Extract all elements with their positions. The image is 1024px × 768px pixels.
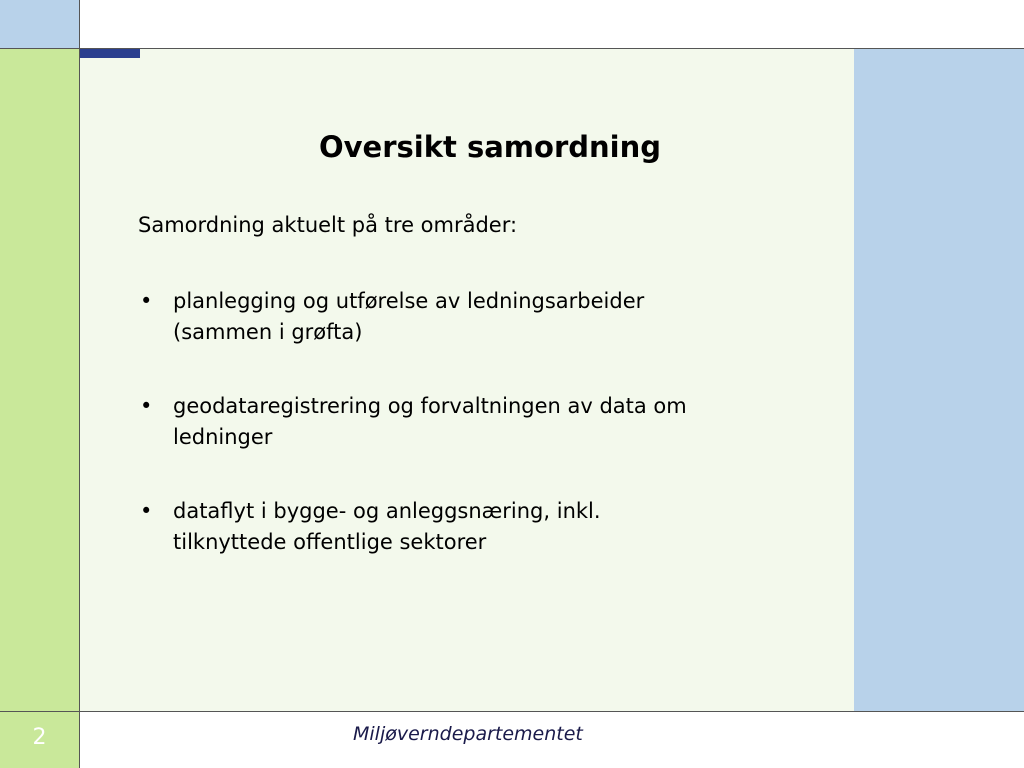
left-green-band — [0, 49, 79, 711]
bullet-list — [138, 286, 838, 601]
bottom-divider-line — [0, 711, 1024, 712]
bullet-line-2: (sammen i grøfta) — [173, 320, 363, 344]
left-divider-line — [79, 0, 80, 768]
top-divider-line — [0, 48, 1024, 49]
bullet-line-1: geodataregistrering og forvaltningen av data om — [173, 394, 687, 418]
bullet-line-2: tilknyttede offentlige sektorer — [173, 530, 487, 554]
bullet-dot-icon: • — [140, 499, 153, 523]
accent-bar — [80, 49, 140, 58]
page-number: 2 — [32, 725, 47, 750]
bullet-line-2: ledninger — [173, 425, 273, 449]
bullet-line-1: dataflyt i bygge- og anleggsnæring, inkl. — [173, 499, 601, 523]
bullet-dot-icon: • — [140, 289, 153, 313]
bullet-dot-icon: • — [140, 394, 153, 418]
bullet-item — [138, 391, 838, 453]
intro-text: Samordning aktuelt på tre områder: — [138, 213, 518, 237]
slide-title: Oversikt samordning — [319, 130, 661, 164]
bullet-item — [138, 496, 838, 558]
footer-organization: Miljøverndepartementet — [353, 723, 583, 745]
bullet-line-1: planlegging og utførelse av ledningsarbeider — [173, 289, 645, 313]
bullet-item — [138, 286, 838, 348]
top-left-corner-block — [0, 0, 79, 48]
